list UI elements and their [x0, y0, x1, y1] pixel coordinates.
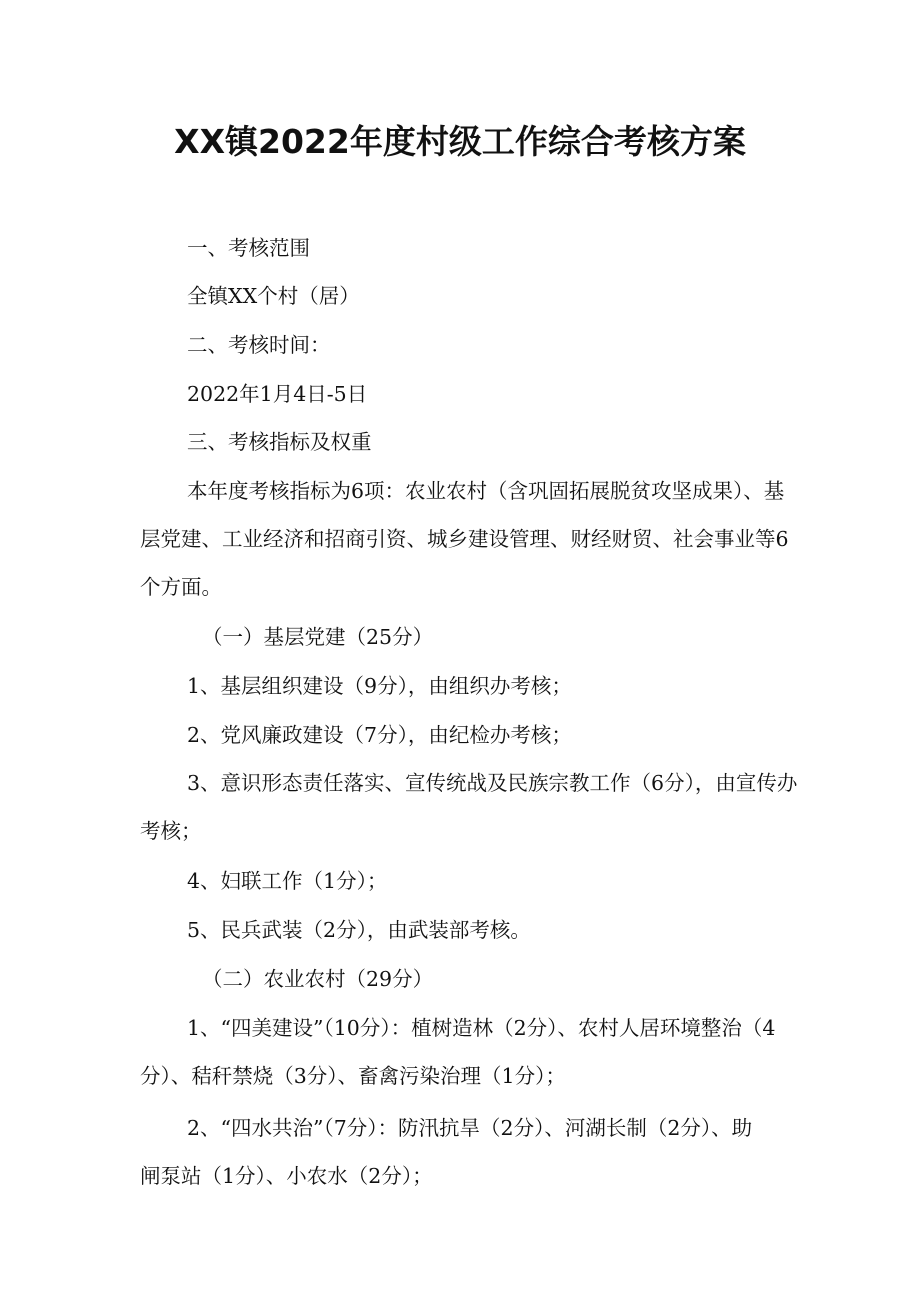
subsection-heading-party-building: （一）基层党建（25分） [202, 625, 434, 649]
list-item: 2、“四水共治”（7分）：防汛抗旱（2分）、河湖长制（2分）、助闸泵站（1分）、小农水（2分）； [140, 1116, 753, 1188]
list-item: 1、基层组织建设（9分），由组织办考核； [187, 674, 572, 698]
time-text: 2022年1月4日-5日 [187, 382, 368, 406]
document-title: XX镇2022年度村级工作综合考核方案 [174, 122, 746, 161]
list-item: 1、“四美建设”（10分）：植树造林（2分）、农村人居环境整治（4分）、秸秆禁烧（3分）、畜禽污染治理（1分）； [140, 1016, 776, 1088]
list-item: 5、民兵武装（2分），由武装部考核。 [187, 918, 531, 942]
subsection-heading-agriculture: （二）农业农村（29分） [202, 967, 434, 991]
list-item: 4、妇联工作（1分）； [187, 869, 388, 893]
section-heading-indicators: 三、考核指标及权重 [187, 430, 372, 454]
list-item: 2、党风廉政建设（7分），由纪检办考核； [187, 723, 572, 747]
scope-text: 全镇XX个村（居） [187, 284, 360, 308]
list-item: 3、意识形态责任落实、宣传统战及民族宗教工作（6分），由宣传办考核； [140, 771, 798, 843]
section-heading-time: 二、考核时间： [187, 333, 331, 357]
section-heading-scope: 一、考核范围 [187, 236, 310, 260]
indicators-intro: 本年度考核指标为6项：农业农村（含巩固拓展脱贫攻坚成果）、基层党建、工业经济和招商引资、城乡建设管理、财经财贸、社会事业等6个方面。 [140, 479, 789, 599]
